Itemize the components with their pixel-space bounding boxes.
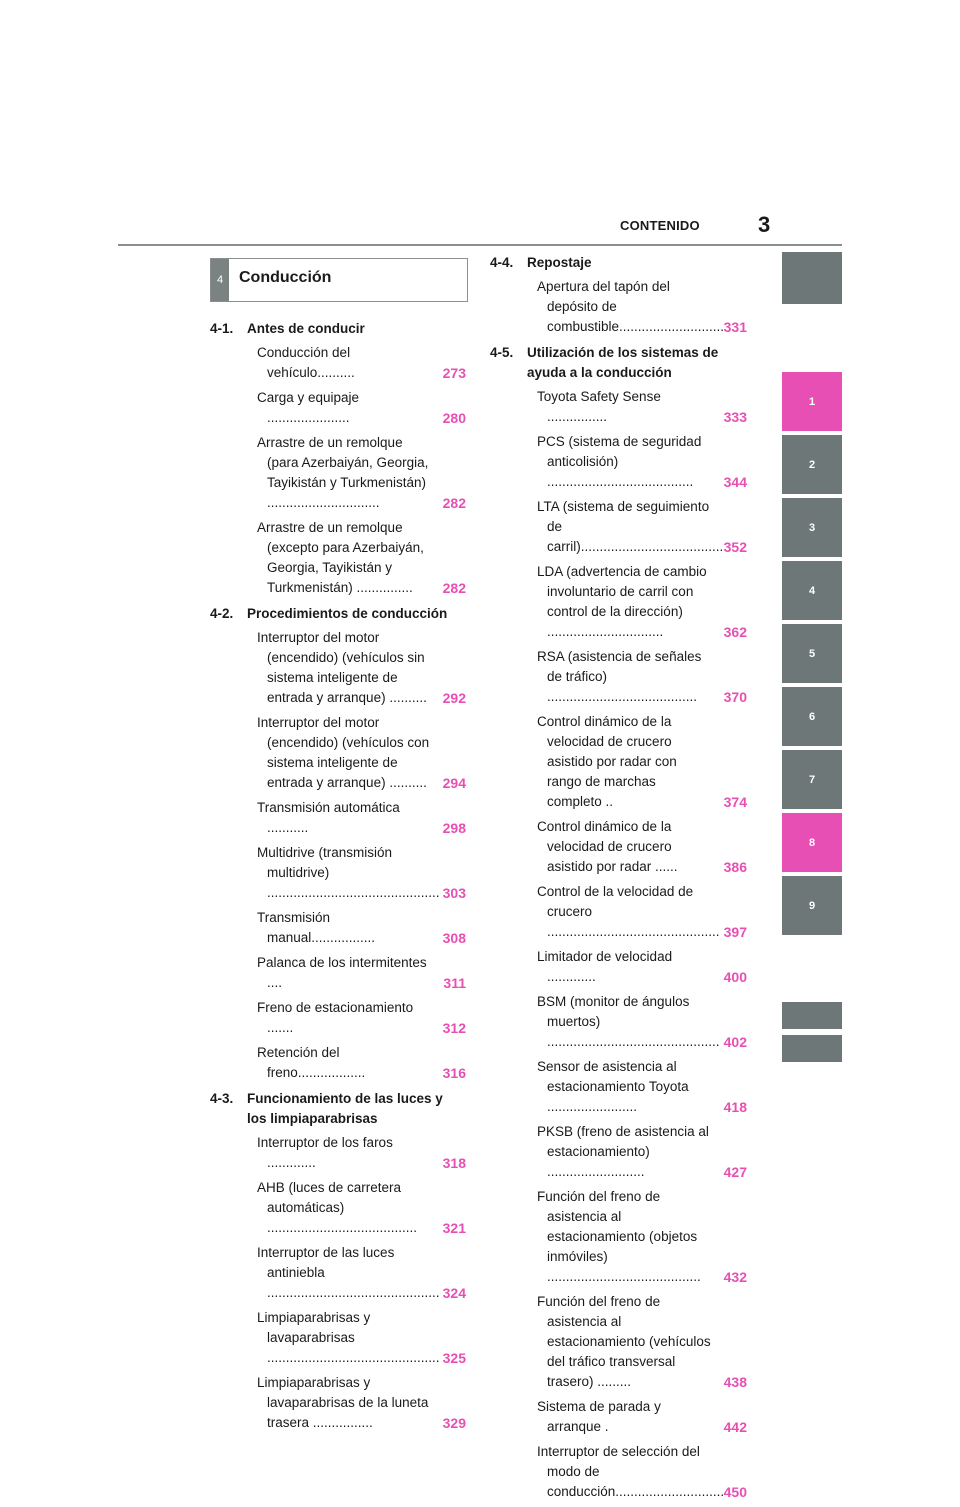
toc-entry-text: PKSB (freno de asistencia al estacionamiento) .......................... [537,1124,709,1179]
toc-page-link[interactable]: 331 [723,319,747,335]
toc-entry[interactable] [210,343,466,383]
toc-entry[interactable] [210,1373,466,1433]
chapter-tab-8[interactable]: 8 [782,813,842,872]
chapter-tab-4[interactable]: 4 [782,561,842,620]
toc-page-link[interactable]: 374 [723,794,747,810]
toc-entry-text: Freno de estacionamiento ....... [257,1000,414,1035]
toc-page-link[interactable]: 438 [723,1374,747,1390]
toc-page-link[interactable]: 370 [723,689,747,705]
toc-entry[interactable] [210,388,466,428]
toc-entry[interactable] [210,1178,466,1238]
toc-entry-text: BSM (monitor de ángulos muertos) .............................................. [537,994,720,1049]
toc-entry-text: Interruptor del motor (encendido) (vehículos con sistema inteligente de entrada y arranque) .......... [257,715,430,790]
toc-entry-text: Interruptor de los faros ............. [257,1135,393,1170]
chapter-number: 4 [211,259,229,301]
toc-section-heading [210,1089,466,1129]
toc-page-link[interactable]: 308 [442,930,466,946]
toc-entry[interactable] [210,713,466,793]
chapter-tab-3[interactable]: 3 [782,498,842,557]
toc-page-link[interactable]: 282 [442,580,466,596]
toc-page-link[interactable]: 316 [442,1065,466,1081]
toc-entry[interactable] [210,1308,466,1368]
toc-page-link[interactable]: 397 [723,924,747,940]
toc-page-link[interactable]: 292 [442,690,466,706]
toc-entry-text: Transmisión automática ........... [257,800,400,835]
toc-section-heading [490,343,747,383]
toc-entry-text: Control dinámico de la velocidad de crucero asistido por radar con rango de marchas completo .. [537,714,677,809]
toc-page-link[interactable]: 325 [442,1350,466,1366]
chapter-tab-blank[interactable] [782,252,842,304]
toc-entry-text: Multidrive (transmisión multidrive) .............................................. [257,845,440,900]
chapter-tab-7[interactable]: 7 [782,750,842,809]
toc-entry-text: Sensor de asistencia al estacionamiento Toyota ........................ [537,1059,689,1114]
toc-entry-text: Función del freno de asistencia al estacionamiento (objetos inmóviles) ......................................... [537,1189,701,1284]
toc-section-title: Repostaje [527,255,592,270]
toc-entry-text: AHB (luces de carretera automáticas) ........................................ [257,1180,418,1235]
toc-entry[interactable] [490,817,747,877]
toc-entry[interactable] [210,843,466,903]
toc-entry-text: Control dinámico de la velocidad de crucero asistido por radar ...... [537,819,678,874]
toc-entry-text: Sistema de parada y arranque . [537,1399,661,1434]
toc-page-link[interactable]: 442 [723,1419,747,1435]
toc-page-link[interactable]: 402 [723,1034,747,1050]
toc-section-title: Antes de conducir [247,321,365,336]
toc-entry[interactable] [210,953,466,993]
toc-left-column [210,319,466,1438]
toc-entry-text: Control de la velocidad de crucero .............................................. [537,884,720,939]
toc-entry-text: Interruptor de las luces antiniebla .............................................. [257,1245,440,1300]
toc-entry[interactable] [490,387,747,427]
toc-entry-text: RSA (asistencia de señales de tráfico) ........................................ [537,649,702,704]
toc-page-link[interactable]: 321 [442,1220,466,1236]
toc-entry[interactable] [490,947,747,987]
toc-entry[interactable] [210,433,466,513]
toc-page-link[interactable]: 303 [442,885,466,901]
toc-section-title: Procedimientos de conducción [247,606,448,621]
toc-entry[interactable] [490,992,747,1052]
header-rule [118,244,842,246]
chapter-tab-5[interactable]: 5 [782,624,842,683]
toc-entry-text: Interruptor del motor (encendido) (vehículos sin sistema inteligente de entrada y arranque) .......... [257,630,427,705]
toc-entry-text: Arrastre de un remolque (excepto para Azerbaiyán, Georgia, Tayikistán y Turkmenistán) ............... [257,520,424,595]
toc-right-column [490,253,747,1507]
chapter-tab-2[interactable]: 2 [782,435,842,494]
chapter-title: Conducción [239,269,332,286]
toc-section-heading [210,604,466,624]
toc-entry-text: Transmisión manual................. [257,910,376,945]
toc-entry[interactable] [490,1122,747,1182]
toc-entry[interactable] [490,712,747,812]
toc-page-link[interactable]: 432 [723,1269,747,1285]
toc-page-link[interactable]: 280 [442,410,466,426]
toc-entry[interactable] [490,1187,747,1287]
toc-entry[interactable] [490,1292,747,1392]
toc-entry[interactable] [490,647,747,707]
toc-page-link[interactable]: 282 [442,495,466,511]
toc-page-link[interactable]: 344 [723,474,747,490]
toc-section-number: 4-3. [210,1091,234,1106]
toc-section-number: 4-5. [490,345,514,360]
toc-section-heading [210,319,466,339]
chapter-tab-6[interactable]: 6 [782,687,842,746]
toc-entry[interactable] [210,1043,466,1083]
page-number: 3 [758,212,771,237]
toc-entry-text: Interruptor de selección del modo de conducción............................. [537,1444,725,1499]
toc-section-number: 4-2. [210,606,234,621]
toc-entry[interactable] [490,432,747,492]
toc-entry-text: Toyota Safety Sense ................ [537,389,661,424]
toc-section-title: Funcionamiento de las luces y los limpiaparabrisas [247,1091,443,1126]
toc-entry[interactable] [210,628,466,708]
toc-entry-text: Función del freno de asistencia al estacionamiento (vehículos del tráfico transversal trasero) ......... [537,1294,711,1389]
toc-page-link[interactable]: 427 [723,1164,747,1180]
toc-section-number: 4-4. [490,255,514,270]
chapter-heading-box [210,258,468,302]
toc-page-link[interactable]: 400 [723,969,747,985]
toc-page-link[interactable]: 386 [723,859,747,875]
toc-entry-text: Conducción del vehículo.......... [257,345,355,380]
toc-page-link[interactable]: 418 [723,1099,747,1115]
toc-entry-text: Retención del freno.................. [257,1045,366,1080]
toc-page-link[interactable]: 273 [442,365,466,381]
chapter-tab-blank[interactable] [782,1035,842,1062]
header-title: CONTENIDO [620,218,700,233]
toc-entry[interactable] [490,1442,747,1502]
toc-entry-text: Apertura del tapón del depósito de combustible............................ [537,279,725,334]
toc-page-link[interactable]: 298 [442,820,466,836]
toc-entry-text: Limpiaparabrisas y lavaparabrisas de la luneta trasera ................ [257,1375,429,1430]
toc-page-link[interactable]: 450 [723,1484,747,1500]
toc-page-link[interactable]: 294 [442,775,466,791]
toc-page-link[interactable]: 318 [442,1155,466,1171]
toc-entry[interactable] [210,908,466,948]
toc-page-link[interactable]: 311 [443,975,466,991]
toc-entry[interactable] [210,1243,466,1303]
toc-entry[interactable] [490,562,747,642]
toc-entry[interactable] [490,1397,747,1437]
toc-entry[interactable] [210,798,466,838]
toc-page-link[interactable]: 329 [442,1415,466,1431]
toc-entry-text: PCS (sistema de seguridad anticolisión) ....................................... [537,434,702,489]
toc-entry-text: Carga y equipaje ...................... [257,390,360,425]
toc-page-link[interactable]: 352 [723,539,747,555]
chapter-tab-1[interactable]: 1 [782,372,842,431]
toc-entry[interactable] [210,998,466,1038]
toc-entry[interactable] [490,882,747,942]
toc-page-link[interactable]: 324 [442,1285,466,1301]
toc-entry-text: Limitador de velocidad ............. [537,949,673,984]
toc-entry-text: LDA (advertencia de cambio involuntario de carril con control de la dirección) ............................... [537,564,707,639]
toc-entry[interactable] [490,497,747,557]
toc-section-number: 4-1. [210,321,234,336]
toc-section-title: Utilización de los sistemas de ayuda a la conducción [527,345,719,380]
chapter-tab-9[interactable]: 9 [782,876,842,935]
toc-entry[interactable] [490,1057,747,1117]
toc-entry-text: Palanca de los intermitentes .... [257,955,427,990]
toc-entry[interactable] [210,518,466,598]
chapter-tab-blank[interactable] [782,1002,842,1029]
toc-page-link[interactable]: 333 [723,409,747,425]
toc-page-link[interactable]: 312 [442,1020,466,1036]
toc-entry-text: Limpiaparabrisas y lavaparabrisas .............................................. [257,1310,440,1365]
toc-section-heading [490,253,747,273]
toc-entry-text: Arrastre de un remolque (para Azerbaiyán, Georgia, Tayikistán y Turkmenistán) .............................. [257,435,429,510]
toc-entry[interactable] [490,277,747,337]
toc-entry-text: LTA (sistema de seguimiento de carril)...................................... [537,499,724,554]
toc-entry[interactable] [210,1133,466,1173]
toc-page-link[interactable]: 362 [723,624,747,640]
